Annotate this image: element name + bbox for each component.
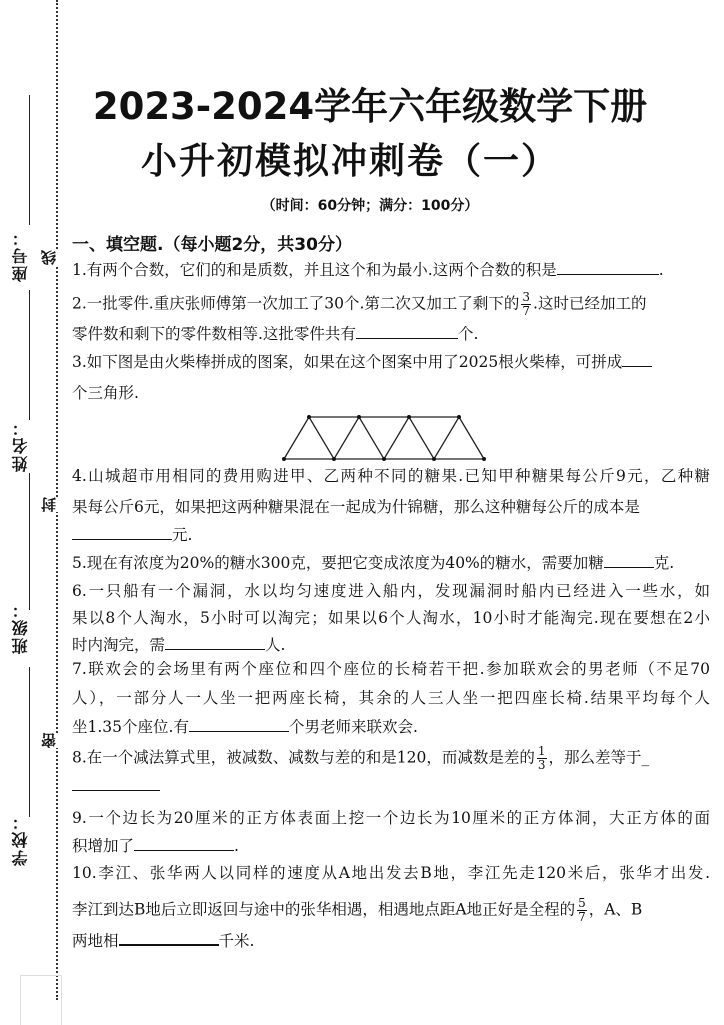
fraction <box>521 291 531 318</box>
answer-blank[interactable] <box>134 836 234 851</box>
question-10-cont <box>72 897 710 924</box>
numerator: 3 <box>522 290 531 304</box>
question-4-cont2 <box>72 525 192 545</box>
q7-end: 个男老师来联欢会. <box>288 718 418 736</box>
answer-blank[interactable] <box>189 717 289 732</box>
matchstick-triangles-figure <box>270 405 500 470</box>
school-label: 学校： <box>11 812 30 866</box>
q10-text: 李江到达B地后立即返回与途中的张华相遇，相遇地点距A地正好是全程的 <box>72 900 576 919</box>
exam-info: （时间：60分钟；满分：100分） <box>261 198 479 214</box>
class-label: 班级： <box>11 600 30 654</box>
question-7-cont2 <box>72 717 418 737</box>
q10-text-2: ，A、B <box>588 900 643 919</box>
q3-text: 3.如下图是由火柴棒拼成的图案，如果在这个图案中用了2025根火柴棒，可拼成 <box>72 353 623 371</box>
q5-text: 5.现在有浓度为20%的糖水300克，要把它变成浓度为40%的糖水，需要加糖 <box>72 554 604 572</box>
q4-end: 元. <box>172 526 193 544</box>
class-line <box>29 473 30 610</box>
question-8 <box>72 745 649 772</box>
q5-end: 克. <box>653 554 675 572</box>
section-heading: 一、填空题.（每小题2分，共30分） <box>72 235 352 255</box>
question-2 <box>72 291 646 318</box>
q9-end: . <box>234 837 239 855</box>
q1-text: 1.有两个合数，它们的和是质数，并且这个和为最小.这两个合数的积是 <box>72 261 557 279</box>
q10-end: 千米. <box>218 932 255 950</box>
q6-end: 人. <box>265 636 286 654</box>
q4-text: 果每公斤6元，如果把这两种糖果混在一起成为什锦糖，那么这种糖每公斤的成本是 <box>72 498 640 516</box>
question-10: 10.李江、张华两人以同样的速度从A地出发去B地，李江先走120米后，张华才出发. <box>72 864 710 882</box>
question-2-cont <box>72 324 478 344</box>
question-9: 9.一个边长为20厘米的正方体表面上挖一个边长为10厘米的正方体洞，大正方体的面 <box>72 809 710 827</box>
q2-end: 个. <box>457 325 479 343</box>
seal-mark-secret: 密 <box>40 733 58 748</box>
question-4-cont <box>72 497 640 517</box>
numerator: 1 <box>537 744 546 758</box>
question-6: 6.一只船有一个漏洞，水以均匀速度进入船内，发现漏洞时船内已经进入一些水，如 <box>72 582 710 600</box>
q1-end: . <box>658 261 664 279</box>
question-6-cont: 果以8个人淘水，5小时可以淘完；如果以6个人淘水，10小时才能淘完.现在要想在2小 <box>72 609 710 627</box>
answer-blank[interactable] <box>72 776 160 791</box>
q9-text: 积增加了 <box>72 837 135 855</box>
q2-text-3: 零件数和剩下的零件数相等.这批零件共有 <box>72 325 356 343</box>
question-8-cont <box>72 776 160 796</box>
answer-blank[interactable] <box>165 635 265 650</box>
denominator: 7 <box>578 910 586 924</box>
fraction <box>537 745 547 772</box>
question-10-cont2 <box>72 930 254 951</box>
question-7-cont: 人），一部分人一人坐一把两座长椅，其余的人三人坐一把四座长椅.结果平均每个人 <box>72 689 710 707</box>
answer-blank[interactable] <box>72 525 172 540</box>
answer-blank[interactable] <box>356 324 458 339</box>
fraction <box>577 897 587 924</box>
q8-text-2: ，那么差等于_ <box>548 748 650 767</box>
question-6-cont2 <box>72 635 285 655</box>
numerator: 5 <box>578 896 586 910</box>
answer-blank[interactable] <box>604 553 654 568</box>
question-9-cont <box>72 836 239 856</box>
seal-mark-line: 线 <box>40 250 58 265</box>
question-5 <box>72 553 674 573</box>
q2-text-2: .这时已经加工的 <box>533 294 647 313</box>
name-label: 姓名： <box>11 418 30 472</box>
answer-blank[interactable] <box>119 930 219 946</box>
seat-number-label: 座号： <box>11 228 30 282</box>
denominator: 3 <box>537 758 546 772</box>
question-3 <box>72 352 652 372</box>
page-title: 2023-2024学年六年级数学下册 <box>92 85 648 128</box>
q8-text: 8.在一个减法算式里，被减数、减数与差的和是120，而减数是差的 <box>72 748 535 767</box>
corner-box <box>20 975 62 1025</box>
denominator: 7 <box>522 304 531 318</box>
question-4: 4.山城超市用相同的费用购进甲、乙两种不同的糖果.已知甲种糖果每公斤9元，乙种糖 <box>72 467 710 485</box>
seal-mark-seal: 封 <box>40 497 58 512</box>
q10-text-3: 两地相 <box>72 932 119 950</box>
answer-blank[interactable] <box>557 260 659 275</box>
q6-text: 时内淘完，需 <box>72 636 166 654</box>
question-3-cont: 个三角形. <box>72 384 139 402</box>
question-1 <box>72 260 664 280</box>
question-7: 7.联欢会的会场里有两个座位和四个座位的长椅若干把.参加联欢会的男老师（不足70 <box>72 660 710 678</box>
q7-text: 坐1.35个座位.有 <box>72 718 189 736</box>
answer-blank[interactable] <box>622 352 652 367</box>
school-line <box>29 667 30 817</box>
page-subtitle-title: 小升初模拟冲刺卷（一） <box>140 141 559 182</box>
name-line <box>29 290 30 420</box>
q2-text: 2.一批零件.重庆张师傅第一次加工了30个.第二次又加工了剩下的 <box>72 294 520 313</box>
